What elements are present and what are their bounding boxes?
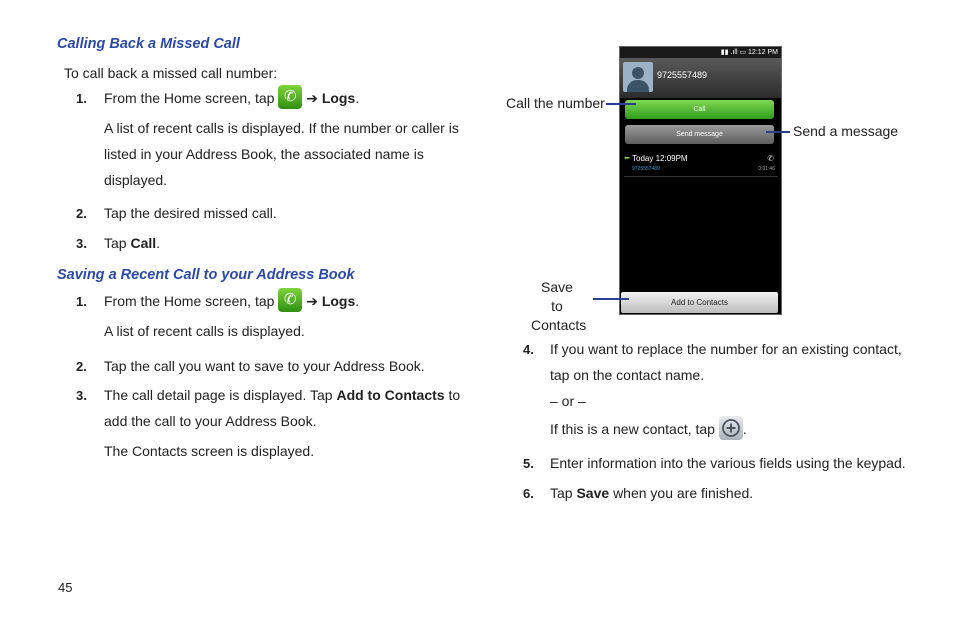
step-paragraph: The Contacts screen is displayed. [104,443,315,459]
step-text: Tap the call you want to save to your Address Book. [104,358,425,374]
or-separator: – or – [550,393,586,409]
step-number: 1. [76,91,87,106]
step-number: 2. [76,206,87,221]
step-text: Enter information into the various fields using the keypad. [550,455,906,471]
plus-icon [719,416,743,440]
intro-text: To call back a missed call number: [64,65,278,81]
contact-number: 9725557489 [657,70,708,80]
callout-line [606,103,636,105]
callout-line [766,131,790,133]
phone-screenshot [619,46,782,315]
step-number: 3. [76,388,87,403]
contact-header [620,58,781,98]
step-text: From the Home screen, tap ✆ ➔ Logs. [104,288,359,314]
step-text: From the Home screen, tap ✆ ➔ Logs. [104,85,359,111]
step-number: 3. [76,236,87,251]
step-number: 4. [523,342,534,357]
step-paragraph: A list of recent calls is displayed. [104,323,305,339]
phone-handset-icon: ✆ [767,154,774,163]
page-number: 45 [58,580,73,595]
step-text: Tap Call. [104,235,161,251]
step-number: 2. [76,359,87,374]
step-number: 1. [76,294,87,309]
callout-send-message: Send a message [793,123,899,139]
step-number: 5. [523,456,534,471]
log-duration: 0:01:46 [758,166,775,172]
send-message-button[interactable]: Send message [625,125,774,144]
log-number: 9725557489 [632,166,660,172]
step-text: If you want to replace the number for an existing contact, tap on the contact name. [550,341,902,383]
section-heading-missed-call: Calling Back a Missed Call [57,36,240,52]
section-heading-save-call: Saving a Recent Call to your Address Book [57,267,355,283]
step-text: If this is a new contact, tap . [550,416,747,442]
phone-app-icon: ✆ [278,85,302,109]
step-text: The call detail page is displayed. Tap Add to Contacts to add the call to your Address Book. [104,387,461,429]
log-time: Today 12:09PM [632,154,688,163]
step-text: Tap the desired missed call. [104,205,277,221]
call-log-row[interactable] [624,154,778,177]
add-to-contacts-button[interactable]: Add to Contacts [621,292,778,313]
step-paragraph: A list of recent calls is displayed. If the number or caller is listed in your Address Book, the associated name is displayed. [104,120,459,188]
callout-call-number: Call the number [506,95,605,111]
callout-save-contacts: Save to Contacts [531,279,587,333]
status-bar: ▮▮ .ıll ▭ 12:12 PM [620,47,781,58]
avatar [623,62,653,92]
step-number: 6. [523,486,534,501]
phone-app-icon: ✆ [278,288,302,312]
step-text: Tap Save when you are finished. [550,485,754,501]
call-button[interactable]: Call [625,100,774,119]
callout-line [593,298,629,300]
missed-call-arrow-icon: ⬅ [624,155,630,162]
